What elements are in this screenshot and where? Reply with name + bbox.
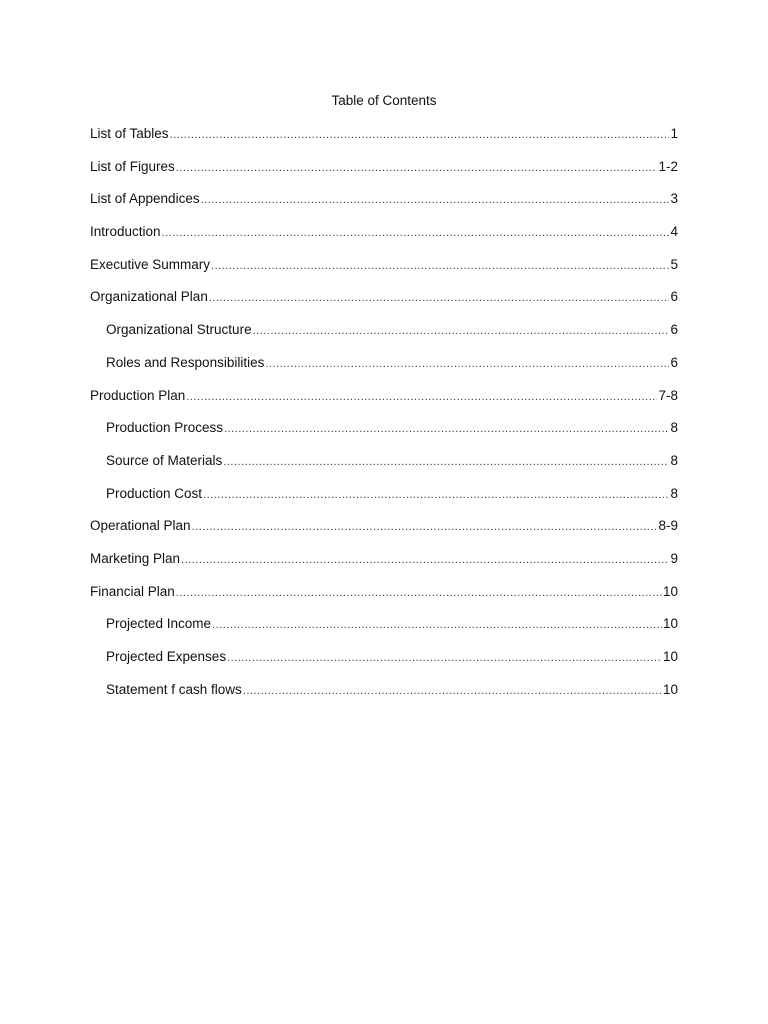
toc-subentry [90,485,678,518]
dot-leader [176,584,662,602]
dot-leader [227,649,662,667]
toc-entry-page: 1-2 [658,158,678,174]
dot-leader [162,224,670,242]
toc-entry [90,125,678,158]
toc-entry-page: 8 [670,420,678,436]
toc-subentry [90,419,678,452]
toc-entry-label: Roles and Responsibilities [106,354,265,370]
toc-entry-page: 7-8 [658,387,678,403]
toc-entry-page: 8-9 [658,518,678,534]
dot-leader [253,322,670,340]
toc-entry-label: List of Figures [90,158,175,174]
dot-leader [212,616,662,634]
toc-subentry [90,648,678,681]
toc-subentry [90,452,678,485]
toc-entry-page: 1 [670,126,678,141]
dot-leader [209,289,670,307]
toc-list [90,125,678,713]
toc-entry-page: 10 [662,649,678,664]
toc-entry [90,387,678,420]
dot-leader [201,191,670,209]
toc-entry [90,550,678,583]
dot-leader [265,355,669,373]
toc-entry-label: Financial Plan [90,583,175,599]
dot-leader [181,551,669,569]
toc-entry-label: Introduction [90,224,161,240]
dot-leader [211,257,669,275]
toc-entry-page: 6 [670,322,678,338]
toc-entry-label: Projected Income [106,616,212,632]
toc-entry-label: Source of Materials [106,452,223,468]
toc-subentry [90,615,678,648]
toc-entry-label: Production Plan [90,387,186,403]
dot-leader [243,682,662,700]
toc-entry-page: 8 [670,485,678,501]
toc-subentry [90,321,678,354]
toc-entry-label: Statement f cash flows [106,681,242,697]
toc-entry [90,223,678,256]
toc-title: Table of Contents [331,93,437,108]
toc-entry-label: List of Tables [90,126,169,141]
toc-entry [90,288,678,321]
toc-entry-page: 10 [662,583,678,599]
toc-entry-page: 10 [662,681,678,697]
toc-entry-label: Marketing Plan [90,550,181,566]
toc-entry [90,517,678,550]
toc-entry-page: 3 [670,191,678,207]
toc-subentry [90,354,678,387]
toc-entry-page: 6 [670,354,678,370]
dot-leader [192,518,658,536]
dot-leader [176,159,658,177]
toc-entry-label: Projected Expenses [106,649,227,664]
dot-leader [224,420,669,438]
dot-leader [170,126,670,144]
toc-subentry [90,681,678,714]
toc-entry-page: 5 [670,256,678,272]
dot-leader [186,388,657,406]
toc-entry-page: 10 [662,616,678,632]
toc-entry [90,158,678,191]
toc-entry-page: 6 [670,289,678,305]
toc-entry-label: Executive Summary [90,256,211,272]
toc-entry-label: Production Process [106,420,224,436]
toc-entry-label: Production Cost [106,485,203,501]
toc-entry-label: List of Appendices [90,191,200,207]
toc-entry-label: Operational Plan [90,518,191,534]
toc-entry-label: Organizational Plan [90,289,208,305]
dot-leader [223,453,669,471]
toc-entry-page: 4 [670,224,678,240]
toc-entry [90,256,678,289]
toc-entry [90,190,678,223]
toc-entry-page: 9 [670,550,678,566]
toc-entry [90,583,678,616]
toc-entry-label: Organizational Structure [106,322,252,338]
toc-entry-page: 8 [670,452,678,468]
dot-leader [203,486,669,504]
